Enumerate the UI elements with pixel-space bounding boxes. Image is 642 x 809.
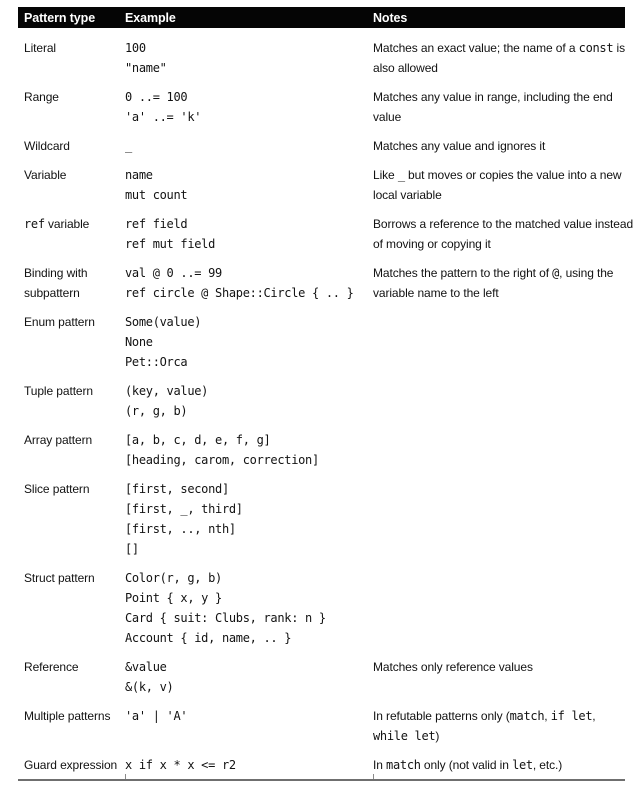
example-code-line: name: [125, 168, 153, 182]
pattern-type-cell: [18, 657, 125, 677]
pattern-type-cell: [18, 214, 125, 234]
table-row: [18, 312, 625, 372]
pattern-type-cell-line: Wildcard: [24, 139, 70, 153]
pattern-type-cell: [18, 136, 125, 156]
example-code-line: [first, .., nth]: [125, 522, 236, 536]
pattern-type-cell-line: Slice pattern: [24, 482, 90, 496]
notes-cell-line: Matches only reference values: [373, 660, 533, 674]
pattern-type-cell-line: ref variable: [24, 217, 90, 231]
example-code-line: mut count: [125, 188, 188, 202]
header-pattern-type: Pattern type: [24, 10, 96, 25]
pattern-type-cell: [18, 755, 125, 775]
inline-code: _: [397, 168, 405, 182]
example-cell: [125, 755, 373, 775]
inline-code: match: [386, 758, 421, 772]
table-row: [18, 755, 625, 775]
pattern-type-cell: [18, 165, 125, 185]
notes-cell-line: Matches any value in range, including the end: [373, 90, 613, 104]
pattern-type-cell-line: Struct pattern: [24, 571, 95, 585]
table-header-row: [18, 7, 625, 28]
example-code-line: None: [125, 335, 153, 349]
example-code-line: _: [125, 139, 132, 153]
notes-cell: [373, 165, 625, 205]
pattern-type-cell-line: Binding with: [24, 266, 88, 280]
table-row: [18, 706, 625, 746]
example-cell: [125, 657, 373, 697]
example-code-line: ref mut field: [125, 237, 216, 251]
example-code-line: &(k, v): [125, 680, 174, 694]
column-divider-tick: [373, 774, 374, 779]
table-row: [18, 657, 625, 697]
column-divider-tick: [125, 774, 126, 779]
pattern-type-cell: [18, 87, 125, 107]
inline-code: let: [512, 758, 533, 772]
example-code-line: [a, b, c, d, e, f, g]: [125, 433, 271, 447]
table-row: [18, 38, 625, 78]
example-code-line: (key, value): [125, 384, 209, 398]
example-code-line: [first, second]: [125, 482, 229, 496]
table-bottom-border: [18, 779, 625, 781]
example-cell: [125, 136, 373, 156]
inline-code: if let: [550, 709, 593, 723]
notes-cell: [373, 263, 625, 303]
example-code-line: Card { suit: Clubs, rank: n }: [125, 611, 326, 625]
notes-cell-line: Matches any value and ignores it: [373, 139, 546, 153]
example-code-line: [first, _, third]: [125, 502, 243, 516]
example-cell: [125, 430, 373, 470]
notes-cell-line: In refutable patterns only (match, if let,: [373, 709, 596, 723]
notes-cell: [373, 136, 625, 156]
notes-cell: [373, 87, 625, 127]
pattern-type-cell: [18, 381, 125, 401]
inline-code: const: [578, 41, 614, 55]
example-code-line: ref circle @ Shape::Circle { .. }: [125, 286, 354, 300]
pattern-type-cell: [18, 568, 125, 588]
example-code-line: Color(r, g, b): [125, 571, 222, 585]
example-code-line: x if x * x <= r2: [125, 758, 236, 772]
header-notes: Notes: [373, 10, 408, 25]
notes-cell-line: Matches an exact value; the name of a const is: [373, 41, 625, 55]
pattern-type-cell: [18, 38, 125, 58]
example-code-line: (r, g, b): [125, 404, 188, 418]
pattern-type-cell-line: Array pattern: [24, 433, 93, 447]
table-row: [18, 165, 625, 205]
pattern-type-cell: [18, 312, 125, 332]
notes-cell: [373, 657, 625, 677]
inline-code: ref: [24, 217, 45, 231]
example-cell: [125, 568, 373, 648]
header-example: Example: [125, 10, 176, 25]
example-code-line: 100: [125, 41, 146, 55]
table-row: [18, 214, 634, 254]
example-cell: [125, 214, 373, 254]
example-code-line: 'a' | 'A': [125, 709, 188, 723]
table-row: [18, 430, 625, 470]
pattern-type-cell: [18, 430, 125, 450]
example-code-line: 'a' ..= 'k': [125, 110, 202, 124]
table-row: [18, 136, 625, 156]
table-row: [18, 381, 625, 421]
notes-cell-line: Like _ but moves or copies the value into a new: [373, 168, 622, 182]
pattern-type-cell-line: Variable: [24, 168, 67, 182]
example-code-line: Point { x, y }: [125, 591, 222, 605]
table-row: [18, 568, 625, 648]
pattern-type-cell-line: Enum pattern: [24, 315, 95, 329]
example-cell: [125, 38, 373, 78]
example-cell: [125, 312, 373, 372]
table-body: [18, 38, 634, 775]
example-code-line: ref field: [125, 217, 188, 231]
example-code-line: &value: [125, 660, 167, 674]
notes-cell-line: while let): [373, 729, 440, 743]
table-row: [18, 263, 625, 303]
example-code-line: "name": [125, 61, 167, 75]
notes-cell-line: Borrows a reference to the matched value instead: [373, 217, 634, 231]
notes-cell-line: Matches the pattern to the right of @, using the: [373, 266, 614, 280]
example-code-line: Pet::Orca: [125, 355, 188, 369]
notes-cell: [373, 214, 634, 254]
pattern-type-cell: [18, 263, 125, 303]
notes-cell-line: variable name to the left: [373, 286, 499, 300]
example-cell: [125, 706, 373, 726]
pattern-type-cell-line: Literal: [24, 41, 56, 55]
pattern-type-cell-line: Tuple pattern: [24, 384, 93, 398]
example-cell: [125, 87, 373, 127]
pattern-type-cell-line: Range: [24, 90, 59, 104]
example-code-line: [heading, carom, correction]: [125, 453, 319, 467]
table-row: [18, 87, 625, 127]
example-cell: [125, 263, 373, 303]
example-cell: [125, 381, 373, 421]
notes-cell-line: value: [373, 110, 402, 124]
notes-cell-line: of moving or copying it: [373, 237, 491, 251]
notes-cell-line: local variable: [373, 188, 442, 202]
table-row: [18, 479, 625, 559]
notes-cell: [373, 755, 625, 775]
notes-cell: [373, 38, 625, 78]
pattern-type-cell-line: Reference: [24, 660, 79, 674]
notes-cell-line: also allowed: [373, 61, 438, 75]
example-code-line: Some(value): [125, 315, 202, 329]
example-code-line: 0 ..= 100: [125, 90, 188, 104]
pattern-type-cell-line: Multiple patterns: [24, 709, 111, 723]
inline-code: match: [509, 709, 545, 723]
pattern-type-cell: [18, 479, 125, 499]
example-code-line: []: [125, 542, 139, 556]
inline-code: @: [552, 266, 560, 280]
notes-cell: [373, 706, 625, 746]
example-code-line: val @ 0 ..= 99: [125, 266, 222, 280]
notes-cell-line: In match only (not valid in let, etc.): [373, 758, 563, 772]
inline-code: while let: [373, 729, 436, 743]
pattern-type-cell-line: subpattern: [24, 286, 80, 300]
example-code-line: Account { id, name, .. }: [125, 631, 292, 645]
example-cell: [125, 165, 373, 205]
example-cell: [125, 479, 373, 559]
pattern-type-cell: [18, 706, 125, 726]
pattern-type-cell-line: Guard expression: [24, 758, 118, 772]
